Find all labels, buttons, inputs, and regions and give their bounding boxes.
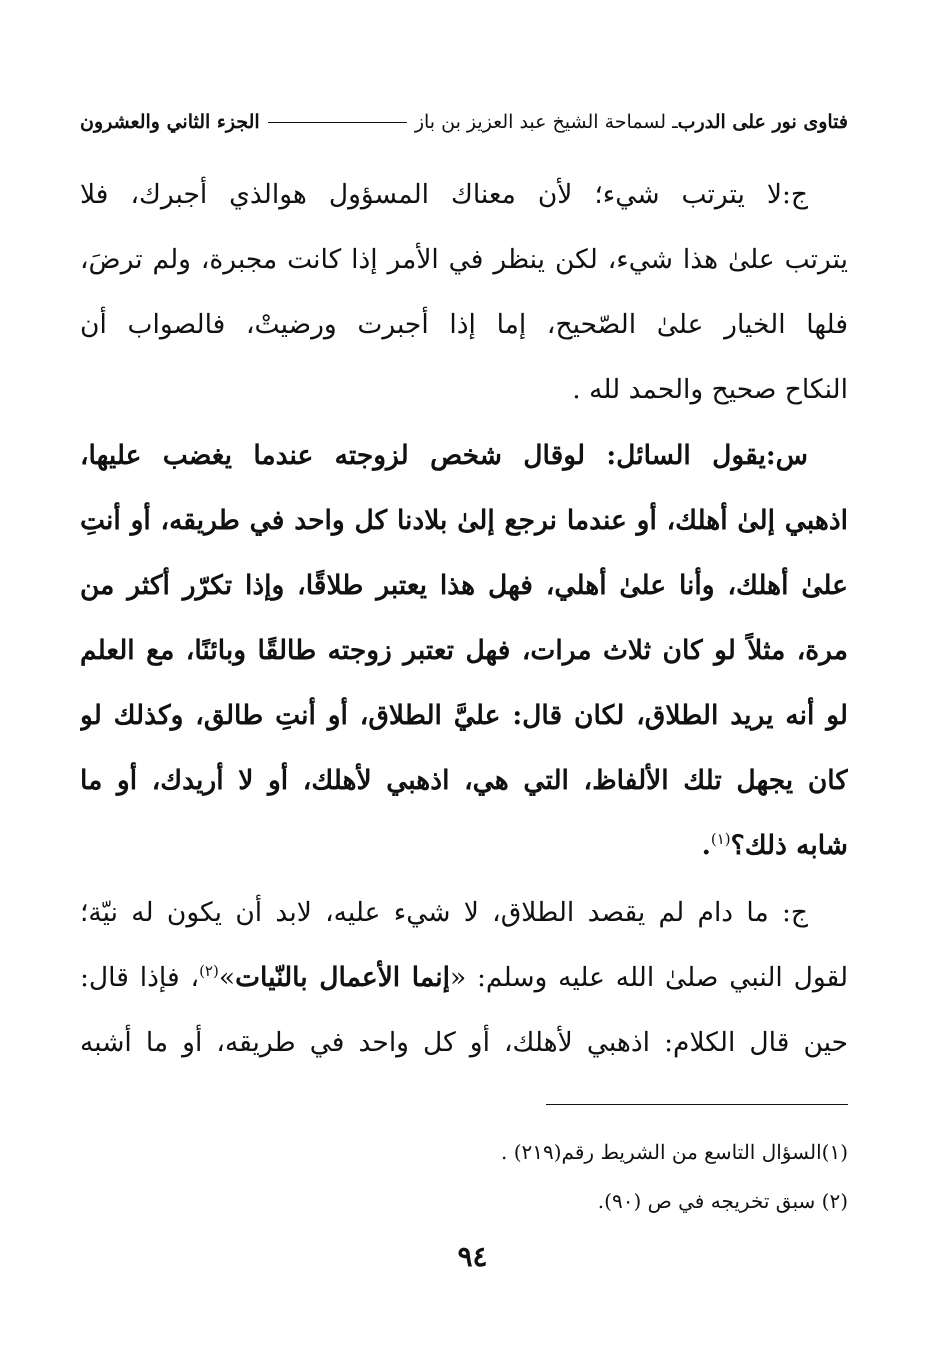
book-author: ـ لسماحة الشيخ عبد العزيز بن باز (414, 111, 678, 133)
text-line: كان يجهل تلك الألفاظ، التي هي، اذهبي لأهلك، أو لا أريدك، أو ما (80, 765, 848, 796)
footnote-ref-2: (٢) (199, 962, 219, 981)
hadith-close-quote: » (218, 962, 236, 993)
footnote-1: (١)السؤال التاسع من الشريط رقم(٢١٩) . (500, 1140, 848, 1164)
text-line: ج: ما دام لم يقصد الطلاق، لا شيء عليه، لابد أن يكون له نيّة؛ (80, 897, 808, 928)
running-header (80, 106, 848, 138)
text-line: حين قال الكلام: اذهبي لأهلك، أو كل واحد في طريقه، أو ما أشبه (80, 1027, 848, 1058)
text-line: مرة، مثلاً لو كان ثلاث مرات، فهل تعتبر زوجته طالقًا وبائنًا، مع العلم (80, 635, 848, 666)
volume-part: الجزء الثاني والعشرون (80, 111, 260, 133)
hadith-intro: لقول النبي صلىٰ الله عليه وسلم: « (449, 962, 848, 993)
footnote-ref-1: (١) (710, 830, 731, 849)
text-line: النكاح صحيح والحمد لله . (572, 374, 848, 405)
hadith-text: إنما الأعمال بالنّيات (235, 962, 450, 993)
book-title: فتاوى نور على الدرب (677, 111, 848, 133)
text-line: س:يقول السائل: لوقال شخص لزوجته عندما يغضب عليها، (80, 440, 808, 471)
answer-paragraph-1 (80, 162, 848, 422)
footnote-2: (٢) سبق تخريجه في ص (٩٠). (597, 1189, 848, 1213)
footnote-separator (546, 1104, 848, 1105)
page-number: ٩٤ (457, 1240, 488, 1273)
hadith-continuation: ، فإذا قال: (80, 962, 200, 993)
question-closing-text: شابه ذلك؟ (730, 830, 848, 861)
text-line: ج:لا يترتب شيء؛ لأن معناك المسؤول هوالذي أجبرك، فلا (80, 179, 808, 210)
text-line: يترتب علىٰ هذا شيء، لكن ينظر في الأمر إذا كانت مجبرة، ولم ترضَ، (80, 244, 848, 275)
text-line (80, 813, 848, 878)
header-rule (268, 122, 407, 123)
text-line (80, 945, 848, 1010)
answer-paragraph-2 (80, 880, 848, 1075)
text-line: اذهبي إلىٰ أهلك، أو عندما نرجع إلىٰ بلادنا كل واحد في طريقه، أو أنتِ (80, 505, 848, 536)
text-line: فلها الخيار علىٰ الصّحيح، إما إذا أجبرت ورضيتْ، فالصواب أن (80, 309, 848, 340)
text-line: لو أنه يريد الطلاق، لكان قال: عليَّ الطلاق، أو أنتِ طالق، وكذلك لو (80, 700, 848, 731)
text-line: علىٰ أهلك، وأنا علىٰ أهلي، فهل هذا يعتبر طلاقًا، وإذا تكرّر أكثر من (80, 570, 848, 601)
question-paragraph-2 (80, 423, 848, 878)
line-end-mark: . (701, 830, 711, 861)
